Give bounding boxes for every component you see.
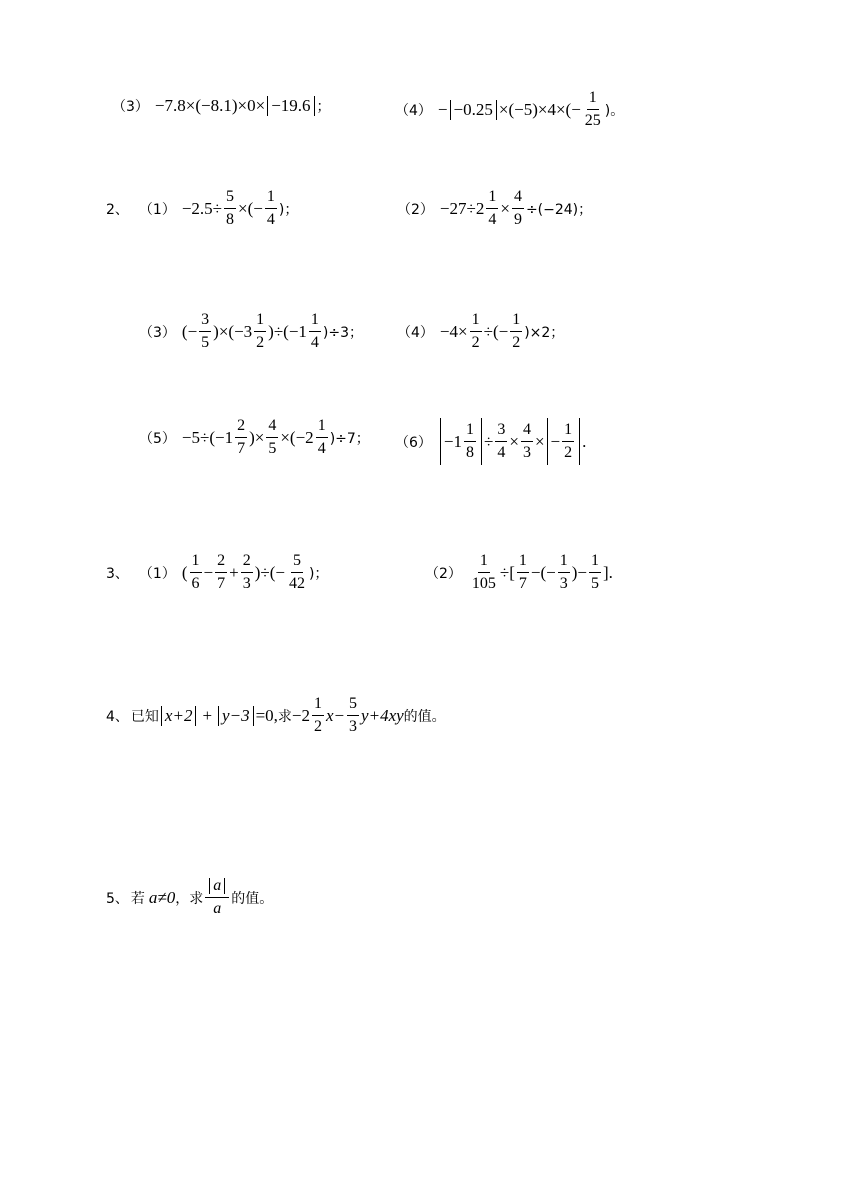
terminator: )×2；: [524, 324, 565, 341]
absolute-value: x+2: [161, 706, 197, 726]
fraction: $\frac{1}{25}$: [584, 89, 601, 129]
expression: −2: [291, 705, 311, 725]
expression: ×(−: [238, 198, 263, 218]
q2-part4: [397, 312, 564, 351]
terminator: ；: [316, 99, 331, 115]
absolute-value: −0.25: [450, 100, 497, 120]
q4: [106, 696, 446, 735]
expression: ÷[: [499, 562, 515, 582]
expression: )÷(−: [254, 562, 285, 582]
expression: )−: [571, 562, 588, 582]
q3-part2: [425, 553, 613, 592]
fraction: $\frac{5}{8}$: [226, 188, 235, 228]
terminator: ÷(−24)；: [525, 201, 593, 218]
tail-text: 的值。: [231, 890, 274, 907]
fraction: $\frac{4}{3}$: [522, 421, 531, 461]
part-label: （2）: [425, 565, 462, 582]
q2-part1: [106, 189, 298, 228]
fraction: $\frac{1}{7}$: [518, 552, 527, 592]
absolute-value: a: [209, 878, 225, 894]
expression: ×: [534, 431, 545, 451]
part-label: （1）: [138, 201, 176, 218]
expression: )×: [249, 427, 265, 447]
expression: (: [181, 562, 188, 582]
fraction: $\frac{a}{a}$: [205, 878, 229, 917]
fraction: $\frac{3}{4}$: [497, 421, 506, 461]
expression: ×: [509, 431, 519, 451]
question-number: 3、: [106, 565, 129, 582]
terminator: )；: [308, 565, 329, 582]
expression: −27÷2: [439, 198, 485, 218]
fraction: $\frac{5}{42}$: [288, 552, 305, 592]
q5: [106, 878, 273, 917]
minus-sign: −: [437, 99, 448, 119]
fraction: $\frac{1}{3}$: [559, 552, 568, 592]
expression: −(−: [530, 562, 556, 582]
terminator: )；: [278, 201, 299, 218]
q2-part5: [139, 418, 370, 457]
terminator: )÷7；: [329, 430, 370, 447]
expression: ×(−5)×4×(−: [498, 99, 581, 119]
terminator: )÷3；: [322, 324, 364, 341]
expression: )÷(−1: [268, 321, 307, 341]
ask-text: ，求: [175, 890, 204, 907]
tail-text: 的值。: [403, 708, 446, 725]
part-label: （3）: [139, 324, 176, 341]
fraction: $\frac{1}{4}$: [317, 417, 326, 457]
fraction: $\frac{2}{3}$: [242, 552, 251, 592]
question-number: 2、: [106, 201, 129, 218]
if-text: 若: [130, 890, 145, 907]
expression: (−: [181, 321, 198, 341]
expression: −2.5÷: [181, 198, 223, 218]
plus-sign: +: [202, 705, 213, 725]
fraction: $\frac{4}{9}$: [513, 188, 522, 228]
absolute-value: −19.6: [267, 96, 314, 116]
part-label: （4）: [397, 324, 434, 341]
part-label: （3）: [112, 99, 149, 115]
fraction: $\frac{1}{4}$: [488, 188, 497, 228]
terminator: .: [582, 431, 587, 451]
expression: +: [229, 562, 239, 582]
q2-part2: [397, 189, 592, 228]
fraction: $\frac{1}{2}$: [471, 311, 480, 351]
fraction: $\frac{1}{4}$: [266, 188, 275, 228]
fraction: $\frac{1}{6}$: [191, 552, 200, 592]
fraction: $\frac{2}{7}$: [217, 552, 226, 592]
expression: x−: [326, 705, 346, 725]
fraction: $\frac{1}{2}$: [256, 311, 265, 351]
expression: y+4xy: [361, 705, 404, 725]
part-label: （6）: [395, 434, 432, 451]
expression: −: [203, 562, 214, 582]
fraction: $\frac{5}{3}$: [349, 695, 358, 735]
fraction: $\frac{2}{7}$: [237, 417, 246, 457]
fraction: $\frac{1}{4}$: [310, 311, 319, 351]
part-label: （5）: [139, 430, 176, 447]
q2-part3: [139, 312, 363, 351]
expression: =0,: [255, 705, 278, 725]
absolute-value: −1 $\frac{1}{8}$: [440, 418, 482, 465]
q3-part1: [106, 553, 328, 592]
expression: −4×: [439, 321, 468, 341]
condition: a≠0: [148, 887, 176, 907]
expression: ÷(−: [483, 321, 509, 341]
given-text: 已知: [130, 708, 159, 725]
question-number: 5、: [106, 890, 129, 907]
q2-part6: [395, 418, 586, 465]
expression: −7.8×(−8.1)×0×: [154, 96, 266, 115]
terminator: ].: [603, 562, 613, 582]
expression: )×(−3: [213, 321, 253, 341]
part-label: （4）: [395, 102, 432, 119]
terminator: )。: [604, 102, 625, 119]
question-number: 4、: [106, 708, 129, 725]
expression: ÷: [484, 431, 494, 451]
expression: −5÷(−1: [181, 427, 234, 447]
absolute-value: − $\frac{1}{2}$: [547, 418, 581, 465]
q1-part3: [112, 96, 331, 116]
fraction: $\frac{1}{2}$: [314, 695, 323, 735]
part-label: （1）: [138, 565, 176, 582]
expression: ×(−2: [280, 427, 314, 447]
fraction: $\frac{1}{5}$: [591, 552, 600, 592]
q1-part4: [395, 90, 624, 129]
fraction: $\frac{1}{105}$: [471, 552, 496, 592]
absolute-value: y−3: [218, 706, 254, 726]
expression: ×: [500, 198, 510, 218]
part-label: （2）: [397, 201, 434, 218]
fraction: $\frac{3}{5}$: [201, 311, 210, 351]
fraction: $\frac{1}{2}$: [512, 311, 521, 351]
ask-text: 求: [277, 708, 292, 725]
fraction: $\frac{4}{5}$: [268, 417, 277, 457]
